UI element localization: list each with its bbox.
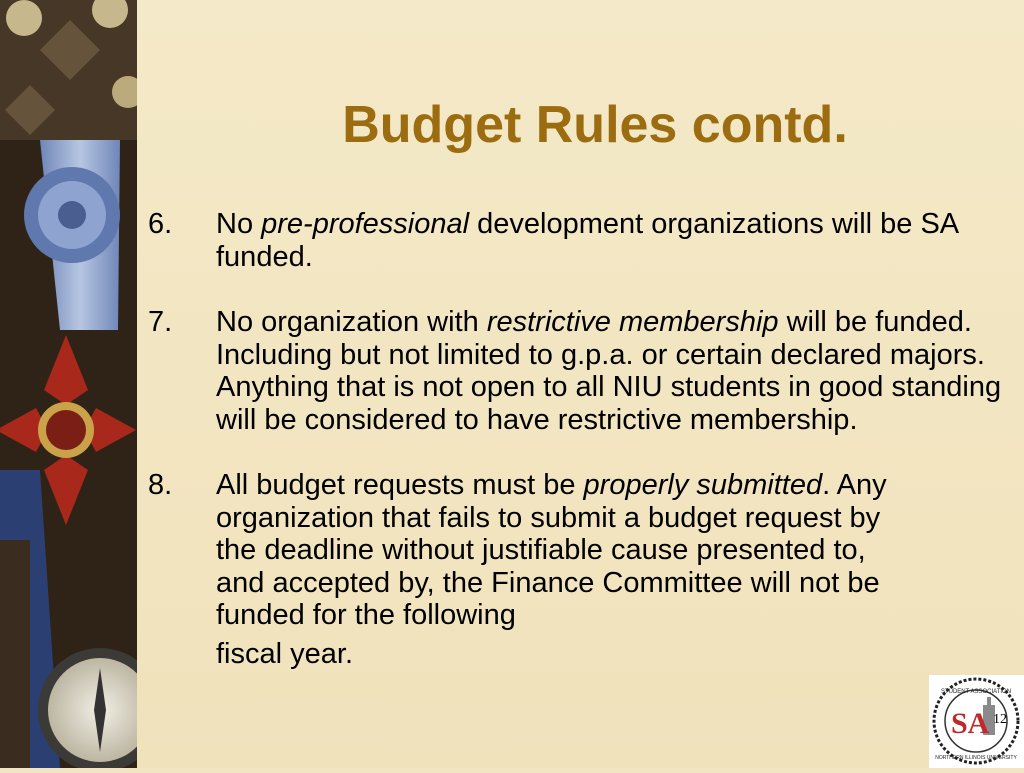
rule-text-continued: development organizations will be SA funded.: [216, 208, 958, 273]
rule-number: 8.: [148, 469, 173, 501]
rule-number: 7.: [148, 306, 173, 338]
rules-list: [148, 208, 1008, 703]
logo-ring-text-top: STUDENT ASSOCIATION: [940, 689, 1012, 695]
rule-text: No: [216, 208, 262, 240]
rule-text-continued: . Any organization that fails to submit a budget request by the deadline without justifiable cause presented to, and accepted by, the Finance Committee will not be funded for the following: [216, 469, 887, 631]
logo-letters: SA: [951, 707, 990, 740]
rule-emphasis: restrictive membership: [486, 306, 779, 338]
rule-number: 6.: [148, 208, 173, 240]
rule-item: [148, 306, 1008, 436]
rule-text-tail: fiscal year.: [216, 637, 353, 670]
slide-title: Budget Rules contd.: [342, 96, 848, 154]
rule-text: No organization with: [216, 306, 487, 338]
rule-emphasis: properly submitted: [583, 469, 823, 501]
rule-emphasis: pre-professional: [261, 208, 470, 240]
rule-text: All budget requests must be: [216, 469, 584, 501]
decorative-sidebar-image: [0, 0, 137, 768]
logo-ring-text-bottom: NORTHERN ILLINOIS UNIVERSITY: [935, 755, 1017, 761]
rule-item: [148, 208, 1008, 273]
student-association-logo: [929, 675, 1024, 768]
rule-item: [148, 469, 1008, 670]
page-number: 12: [993, 712, 1007, 727]
rule-text-continued: will be funded. Including but not limited to g.p.a. or certain declared majors. Anything that is not open to all NIU students in good standing will be considered to have restrictive membership.: [216, 306, 1002, 436]
